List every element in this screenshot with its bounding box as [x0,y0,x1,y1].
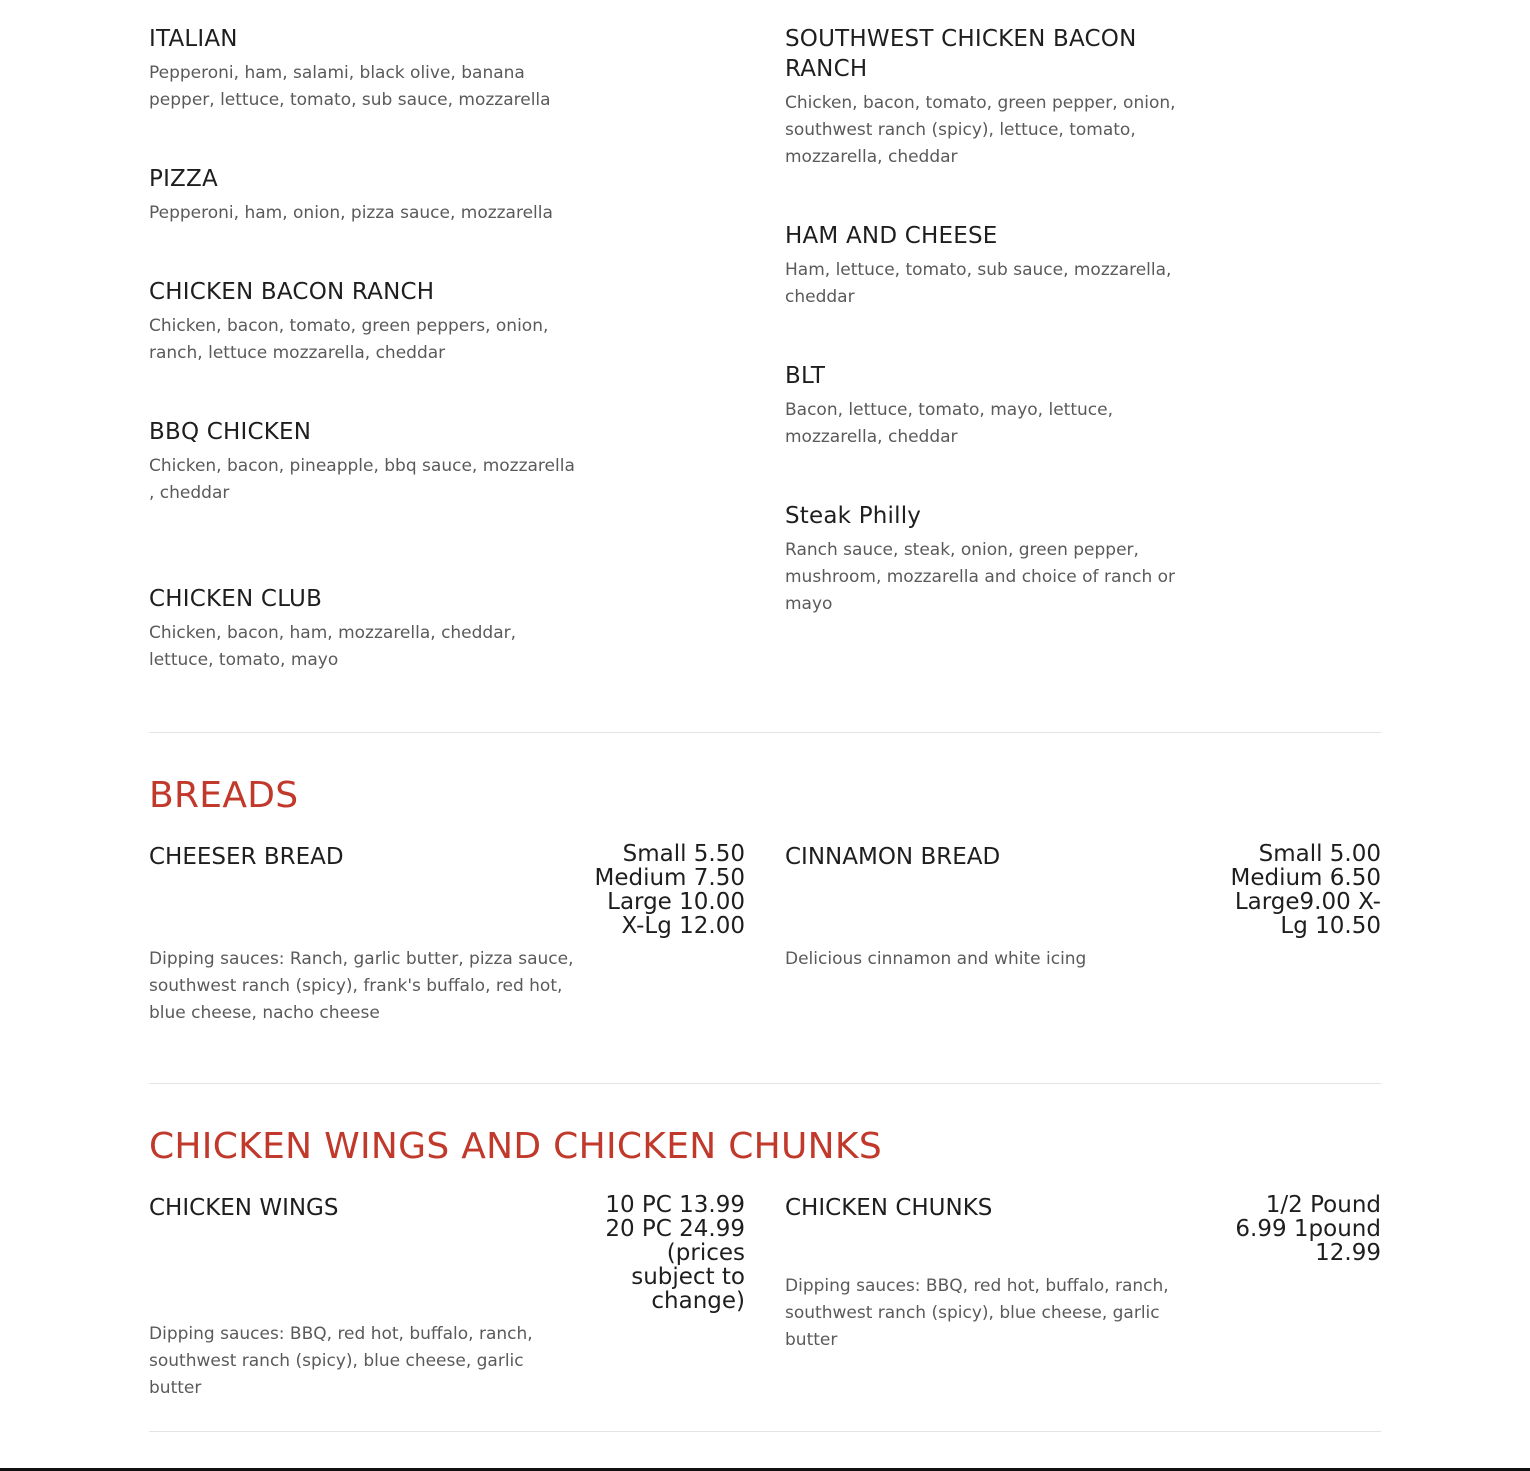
item-name: BLT [785,363,826,389]
menu-item-desc-chicken-chunks: Dipping sauces: BBQ, red hot, buffalo, ranch, southwest ranch (spicy), blue cheese, garlic butter [785,1276,1169,1350]
menu-item-chicken-club [149,584,579,674]
menu-item-italian [149,24,579,114]
menu-item-desc-cinnamon-bread: Delicious cinnamon and white icing [785,949,1087,969]
item-description: Chicken, bacon, tomato, green pepper, onion, southwest ranch (spicy), lettuce, tomato, mozzarella, cheddar [785,93,1176,167]
section-title-chicken-wings-and-chunks: CHICKEN WINGS AND CHICKEN CHUNKS [149,1126,882,1167]
menu-item-desc-cheeser-bread: Dipping sauces: Ranch, garlic butter, pizza sauce, southwest ranch (spicy), frank's buffalo, red hot, blue cheese, nacho cheese [149,949,574,1023]
menu-item-name-cinnamon-bread: CINNAMON BREAD [785,844,1001,870]
menu-item-price-cheeser-bread: Small 5.50 Medium 7.50 Large 10.00 X-Lg 12.00 [594,841,745,939]
menu-item-chicken-bacon-ranch [149,277,579,367]
item-description: Chicken, bacon, pineapple, bbq sauce, mozzarella , cheddar [149,456,575,503]
item-description: Ham, lettuce, tomato, sub sauce, mozzarella, cheddar [785,260,1172,307]
item-name: ITALIAN [149,26,238,52]
section-divider [149,1083,1381,1084]
item-description: Chicken, bacon, ham, mozzarella, cheddar, lettuce, tomato, mayo [149,623,517,670]
menu-item-price-chicken-chunks: 1/2 Pound 6.99 1pound 12.99 [1235,1192,1381,1266]
menu-item-southwest-chicken-bacon-ranch [785,24,1176,171]
item-description: Bacon, lettuce, tomato, mayo, lettuce, mozzarella, cheddar [785,400,1113,447]
menu-item-pizza [149,164,579,227]
menu-item-name-chicken-wings: CHICKEN WINGS [149,1195,339,1221]
menu-item-blt [785,361,1205,451]
section-title-breads: BREADS [149,775,299,816]
item-description: Chicken, bacon, tomato, green peppers, onion, ranch, lettuce mozzarella, cheddar [149,316,549,363]
item-name: CHICKEN BACON RANCH [149,279,435,305]
item-name: PIZZA [149,166,218,192]
section-divider [149,732,1381,733]
menu-item-price-cinnamon-bread: Small 5.00 Medium 6.50 Large9.00 X- Lg 10.50 [1230,841,1381,939]
item-description: Pepperoni, ham, salami, black olive, banana pepper, lettuce, tomato, sub sauce, mozzarella [149,63,551,110]
item-name: SOUTHWEST CHICKEN BACON RANCH [785,26,1137,82]
menu-item-ham-and-cheese [785,221,1205,311]
menu-item-price-chicken-wings: 10 PC 13.99 20 PC 24.99 (prices subject to change) [605,1192,745,1314]
item-name: BBQ CHICKEN [149,419,312,445]
menu-item-name-chicken-chunks: CHICKEN CHUNKS [785,1195,993,1221]
item-name: HAM AND CHEESE [785,223,998,249]
item-description: Ranch sauce, steak, onion, green pepper, mushroom, mozzarella and choice of ranch or mayo [785,540,1176,614]
menu-item-name-cheeser-bread: CHEESER BREAD [149,844,344,870]
item-name: CHICKEN CLUB [149,586,323,612]
menu-item-desc-chicken-wings: Dipping sauces: BBQ, red hot, buffalo, ranch, southwest ranch (spicy), blue cheese, garlic butter [149,1324,533,1398]
section-divider [149,1431,1381,1432]
menu-item-steak-philly [785,501,1205,618]
item-name: Steak Philly [785,503,922,529]
item-description: Pepperoni, ham, onion, pizza sauce, mozzarella [149,203,553,223]
menu-item-bbq-chicken [149,417,579,507]
